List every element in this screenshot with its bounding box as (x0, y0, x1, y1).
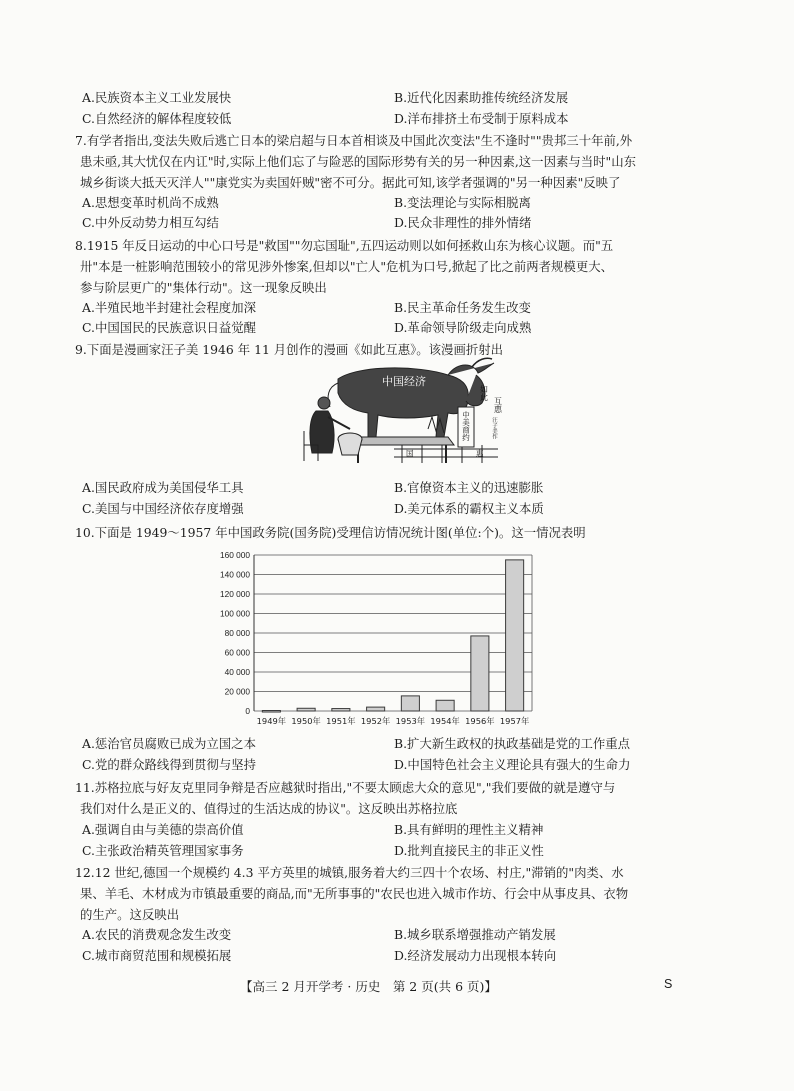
q9-stem: 9.下面是漫画家汪子美 1946 年 11 月创作的漫画《如此互惠》。该漫画折射出 (75, 342, 504, 357)
q12-stem-line2: 果、羊毛、木材成为市镇最重要的商品,而"无所事事的"农民也进入城市作坊、行会中从事皮具、衣物 (80, 886, 629, 901)
y-tick-label: 160 000 (220, 550, 250, 560)
y-tick-label: 140 000 (220, 569, 250, 580)
cartoon-sign-text: 中美商约 (461, 411, 471, 441)
q9-option-a: A.国民政府成为美国侵华工具 (82, 480, 244, 495)
q6-options-row1 (0, 88, 794, 108)
q6-option-c: C.自然经济的解体程度较低 (82, 111, 232, 126)
q10-option-a: A.惩治官员腐败已成为立国之本 (82, 736, 256, 751)
q8-option-b: B.民主革命任务发生改变 (394, 300, 531, 315)
x-tick-label: 1952年 (360, 716, 391, 726)
q7-options-row2 (0, 213, 794, 233)
q11-option-a: A.强调自由与美德的崇高价值 (82, 822, 244, 837)
q7-option-b: B.变法理论与实际相脱离 (394, 195, 531, 210)
q12-stem-line1: 12.12 世纪,德国一个规模约 4.3 平方英里的城镇,服务着大约三四十个农场、村庄,"滞销的"肉类、水 (75, 865, 624, 880)
q10-option-c: C.党的群众路线得到贯彻与坚持 (82, 757, 257, 772)
q12-option-b: B.城乡联系增强推动产销发展 (394, 927, 556, 942)
cartoon-ox-label: 中国经济 (382, 375, 426, 388)
q9-options-row2 (0, 499, 794, 519)
y-tick-label: 0 (245, 706, 250, 716)
q7-option-a: A.思想变革时机尚不成熟 (82, 195, 219, 210)
q11-option-b: B.具有鲜明的理性主义精神 (394, 822, 544, 837)
x-tick-label: 1956年 (465, 716, 495, 726)
y-tick-label: 40 000 (224, 667, 250, 677)
bar-1952年 (367, 707, 385, 711)
q11-options-row2 (0, 841, 794, 861)
x-tick-label: 1957年 (499, 716, 530, 726)
q11-option-c: C.主张政治精英管理国家事务 (82, 843, 244, 858)
q10-option-b: B.扩大新生政权的执政基础是党的工作重点 (394, 736, 631, 751)
q9-option-c: C.美国与中国经济依存度增强 (82, 501, 244, 516)
q10-stem: 10.下面是 1949～1957 年中国政务院(国务院)受理信访情况统计图(单位:个)。这一情况表明 (75, 525, 586, 540)
q7-option-c: C.中外反动势力相互勾结 (82, 215, 219, 230)
cartoon-image (298, 357, 508, 469)
bar-1949年 (262, 711, 280, 713)
y-tick-label: 20 000 (224, 686, 250, 697)
cartoon-signature: 汪子美作 (491, 417, 497, 439)
q10-options-row2 (0, 755, 794, 775)
q7-options-row1 (0, 193, 794, 213)
q9-option-b: B.官僚资本主义的迅速膨胀 (394, 480, 544, 495)
q6-options-row2 (0, 109, 794, 129)
x-tick-label: 1949年 (256, 716, 287, 726)
q8-option-c: C.中国国民的民族意识日益觉醒 (82, 320, 257, 335)
x-tick-label: 1950年 (291, 716, 321, 726)
bar-1956年 (471, 636, 489, 711)
q7-stem-line1: 7.有学者指出,变法失败后逃亡日本的梁启超与日本首相谈及中国此次变法"生不逢时""贵邦三十年前,外 (75, 133, 633, 148)
q11-stem-line2: 我们对什么是正义的、值得过的生活达成的协议"。这反映出苏格拉底 (80, 801, 458, 816)
q7-option-d: D.民众非理性的排外情绪 (394, 215, 532, 230)
q12-option-d: D.经济发展动力出现根本转向 (394, 948, 557, 963)
q8-stem-line2: 卅"本是一桩影响范围较小的常见涉外惨案,但却以"亡人"危机为口号,掀起了比之前两者规模更大、 (80, 259, 613, 274)
cartoon-fence-label-1: 国 (406, 449, 414, 458)
y-tick-label: 100 000 (220, 608, 250, 619)
cartoon-title-col2: 互惠 (493, 397, 503, 413)
q10-options-row1 (0, 734, 794, 754)
q11-stem-line1: 11.苏格拉底与好友克里同争辩是否应越狱时指出,"不要太顾虑大众的意见","我们要做的就是遵守与 (75, 780, 616, 795)
q12-option-c: C.城市商贸范围和规模拓展 (82, 948, 232, 963)
q8-option-a: A.半殖民地半封建社会程度加深 (82, 300, 256, 315)
q6-option-a: A.民族资本主义工业发展快 (82, 90, 232, 105)
footer-text: 【高三 2 月开学考 · 历史 第 2 页(共 6 页)】 (240, 979, 497, 994)
q7-stem-line3: 城乡街谈大抵天灭洋人""康党实为卖国奸贼"密不可分。据此可知,该学者强调的"另一种因素"反映了 (80, 175, 621, 190)
q11-option-d: D.批判直接民主的非正义性 (394, 843, 544, 858)
bar-1954年 (436, 700, 454, 711)
bar-1950年 (297, 708, 315, 711)
bar-1951年 (332, 709, 350, 711)
x-tick-label: 1953年 (395, 716, 426, 726)
x-tick-label: 1954年 (430, 716, 460, 726)
y-tick-label: 60 000 (224, 647, 250, 658)
q6-option-b: B.近代化因素助推传统经济发展 (394, 90, 569, 105)
q12-stem-line3: 的生产。这反映出 (80, 907, 180, 922)
y-tick-label: 80 000 (224, 628, 250, 638)
y-tick-label: 120 000 (220, 589, 250, 599)
q8-stem-line3: 参与阶层更广的"集体行动"。这一现象反映出 (80, 280, 327, 295)
x-tick-label: 1951年 (326, 716, 356, 726)
q7-stem-line2: 患未亟,其大忧仅在内讧"时,实际上他们忘了与险恶的国际形势有关的另一种因素,这一因素与当时"山东 (80, 154, 637, 169)
q8-option-d: D.革命领导阶级走向成熟 (394, 320, 532, 335)
q10-option-d: D.中国特色社会主义理论具有强大的生命力 (394, 757, 631, 772)
footer-mark: S (664, 977, 673, 991)
bar-1953年 (401, 696, 419, 711)
q8-options-row1 (0, 298, 794, 318)
q11-options-row1 (0, 820, 794, 840)
cartoon-fence-label-2: 惠 (476, 449, 484, 458)
q9-option-d: D.美元体系的霸权主义本质 (394, 501, 544, 516)
q12-option-a: A.农民的消费观念发生改变 (82, 927, 232, 942)
petition-bar-chart (192, 549, 542, 729)
q8-stem-line1: 8.1915 年反日运动的中心口号是"救国""勿忘国耻",五四运动则以如何拯救山东为核心议题。而"五 (75, 238, 614, 253)
cartoon-title-col1: 如此 (479, 385, 489, 401)
q12-options-row2 (0, 946, 794, 966)
q12-options-row1 (0, 925, 794, 945)
bar-1957年 (506, 560, 524, 711)
q8-options-row2 (0, 318, 794, 338)
q6-option-d: D.洋布排挤土布受制于原料成本 (394, 111, 569, 126)
q9-options-row1 (0, 478, 794, 498)
